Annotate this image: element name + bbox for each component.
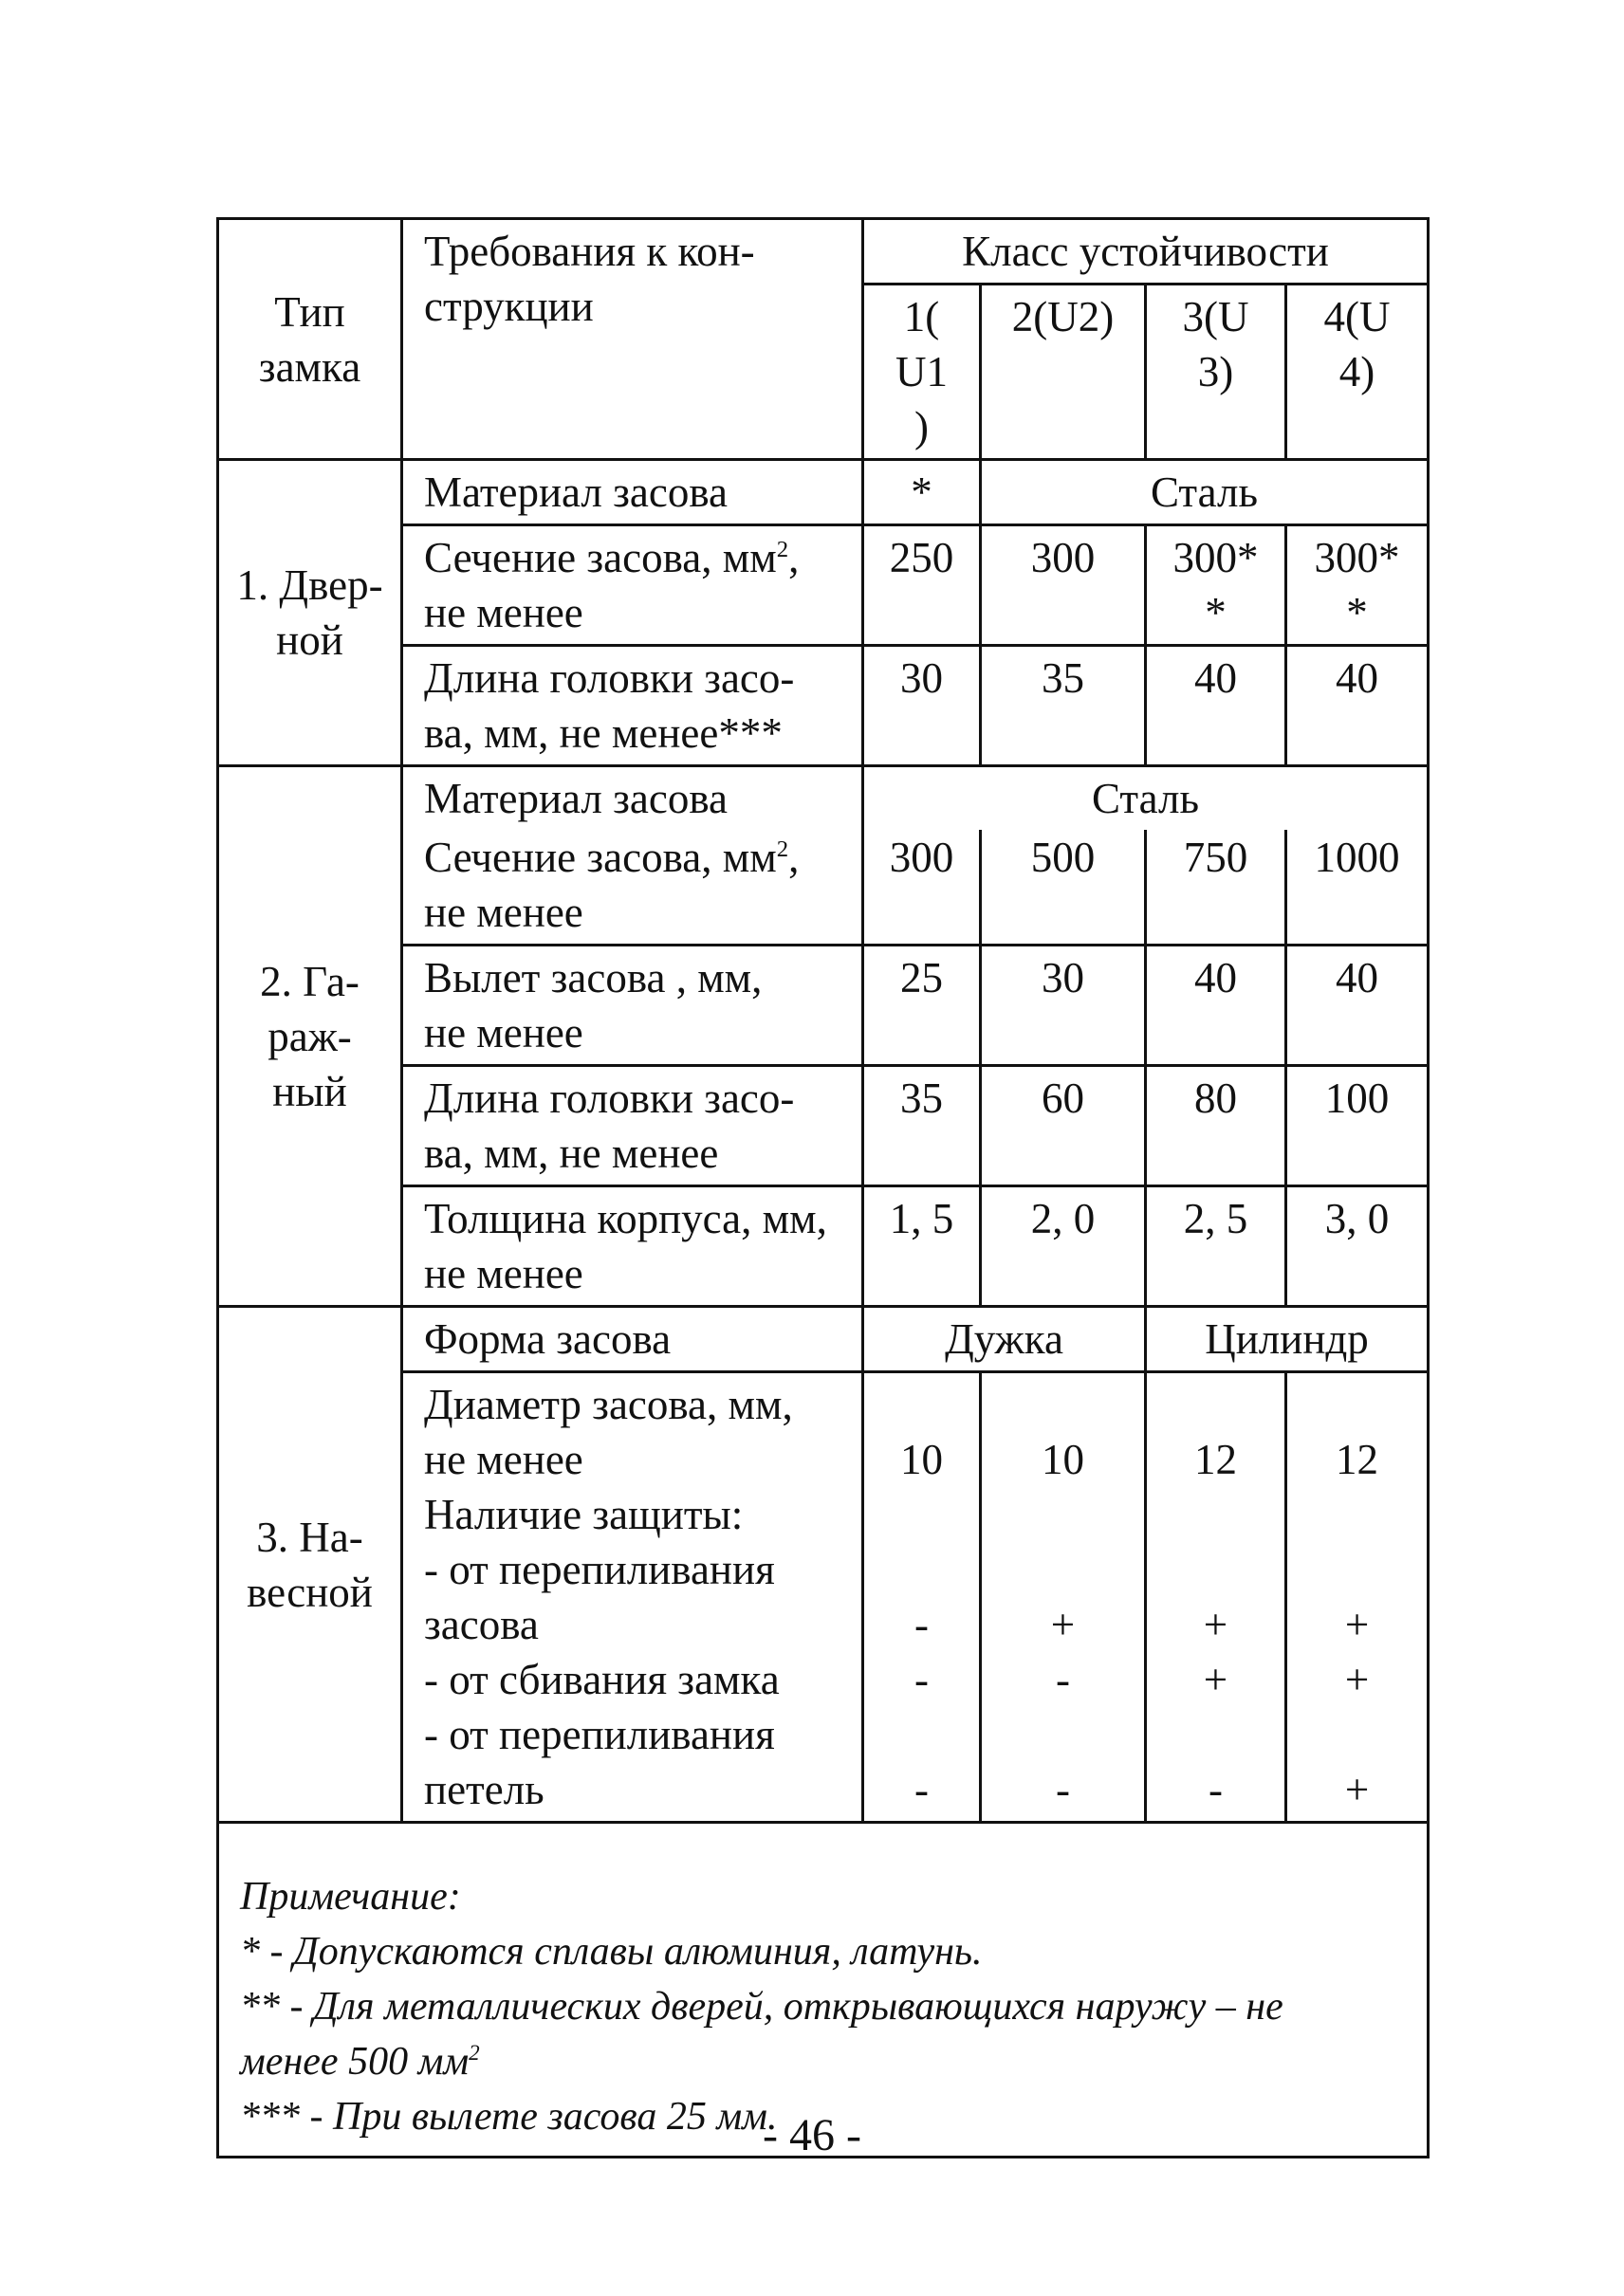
class-2: 2(U2) [981,285,1146,460]
door-section-label: Сечение засова, $мм^2$, не менее [402,525,863,646]
note-title: Примечание: [240,1875,461,1919]
note-line-1: * - Допускаются сплавы алюминия, латунь. [240,1930,983,1974]
padlock-details-c3: 12 + + - [1146,1372,1286,1823]
padlock-type: 3. На- весной [218,1307,402,1823]
note-line-3: *** - При вылете засова 25 мм. [240,2095,778,2139]
padlock-shape-label: Форма засова [402,1307,863,1372]
class-3: 3(U 3) [1146,285,1286,460]
door-head-c1: 30 [863,646,981,766]
class-1: 1( U1 ) [863,285,981,460]
garage-head-c3: 80 [1146,1066,1286,1186]
garage-head-c4: 100 [1286,1066,1429,1186]
garage-section-c1: 300 [863,830,981,946]
garage-reach-c2: 30 [981,946,1146,1066]
padlock-details-c4: 12 + + + [1286,1372,1429,1823]
door-section-c4: 300* * [1286,525,1429,646]
garage-body-c3: 2, 5 [1146,1186,1286,1307]
garage-head-label: Длина головки засо- ва, мм, не менее [402,1066,863,1186]
note-line-2: ** - Для металлических дверей, открывающихся наружу – не менее 500 $мм^2$ [240,1985,1283,2084]
door-section-c2: 300 [981,525,1146,646]
page-number: - 46 - [763,2110,861,2160]
garage-section-label: Сечение засова, $мм^2$, не менее [402,830,863,946]
door-head-c2: 35 [981,646,1146,766]
class-4: 4(U 4) [1286,285,1429,460]
garage-section-c4: 1000 [1286,830,1429,946]
header-resistance-class: Класс устойчивости [863,219,1429,285]
garage-type: 2. Га- раж- ный [218,766,402,1307]
door-material-class1: * [863,460,981,525]
padlock-shape-row [218,1307,1429,1372]
padlock-shape-shackle: Дужка [863,1307,1146,1372]
door-section-c1: 250 [863,525,981,646]
door-type: 1. Двер- ной [218,460,402,766]
door-material-row [218,460,1429,525]
door-material-value: Сталь [981,460,1429,525]
padlock-details-c1: 10 - - - [863,1372,981,1823]
garage-section-c2: 500 [981,830,1146,946]
door-section-c3: 300* * [1146,525,1286,646]
garage-material-row [218,766,1429,831]
garage-reach-c1: 25 [863,946,981,1066]
garage-body-c4: 3, 0 [1286,1186,1429,1307]
header-lock-type: Тип замка [218,219,402,460]
garage-head-c1: 35 [863,1066,981,1186]
garage-reach-c4: 40 [1286,946,1429,1066]
lock-requirements-table [216,217,1430,2158]
garage-reach-c3: 40 [1146,946,1286,1066]
garage-body-c2: 2, 0 [981,1186,1146,1307]
garage-reach-label: Вылет засова , мм, не менее [402,946,863,1066]
header-row-1 [218,219,1429,285]
note-row [218,1823,1429,2158]
door-head-c4: 40 [1286,646,1429,766]
note-block [218,1823,1429,2158]
door-head-label: Длина головки засо- ва, мм, не менее*** [402,646,863,766]
door-material-label: Материал засова [402,460,863,525]
padlock-shape-cylinder: Цилиндр [1146,1307,1429,1372]
garage-material-label: Материал засова [402,766,863,831]
garage-section-c3: 750 [1146,830,1286,946]
garage-body-label: Толщина корпуса, мм, не менее [402,1186,863,1307]
garage-body-c1: 1, 5 [863,1186,981,1307]
header-requirements: Требования к кон- струкции [402,219,863,460]
padlock-details-label: Диаметр засова, мм, не менее Наличие защиты: - от перепиливания засова - от сбивания замка - от перепиливания петель [402,1372,863,1823]
garage-material-value: Сталь [863,766,1429,831]
door-head-c3: 40 [1146,646,1286,766]
garage-head-c2: 60 [981,1066,1146,1186]
padlock-details-c2: 10 + - - [981,1372,1146,1823]
